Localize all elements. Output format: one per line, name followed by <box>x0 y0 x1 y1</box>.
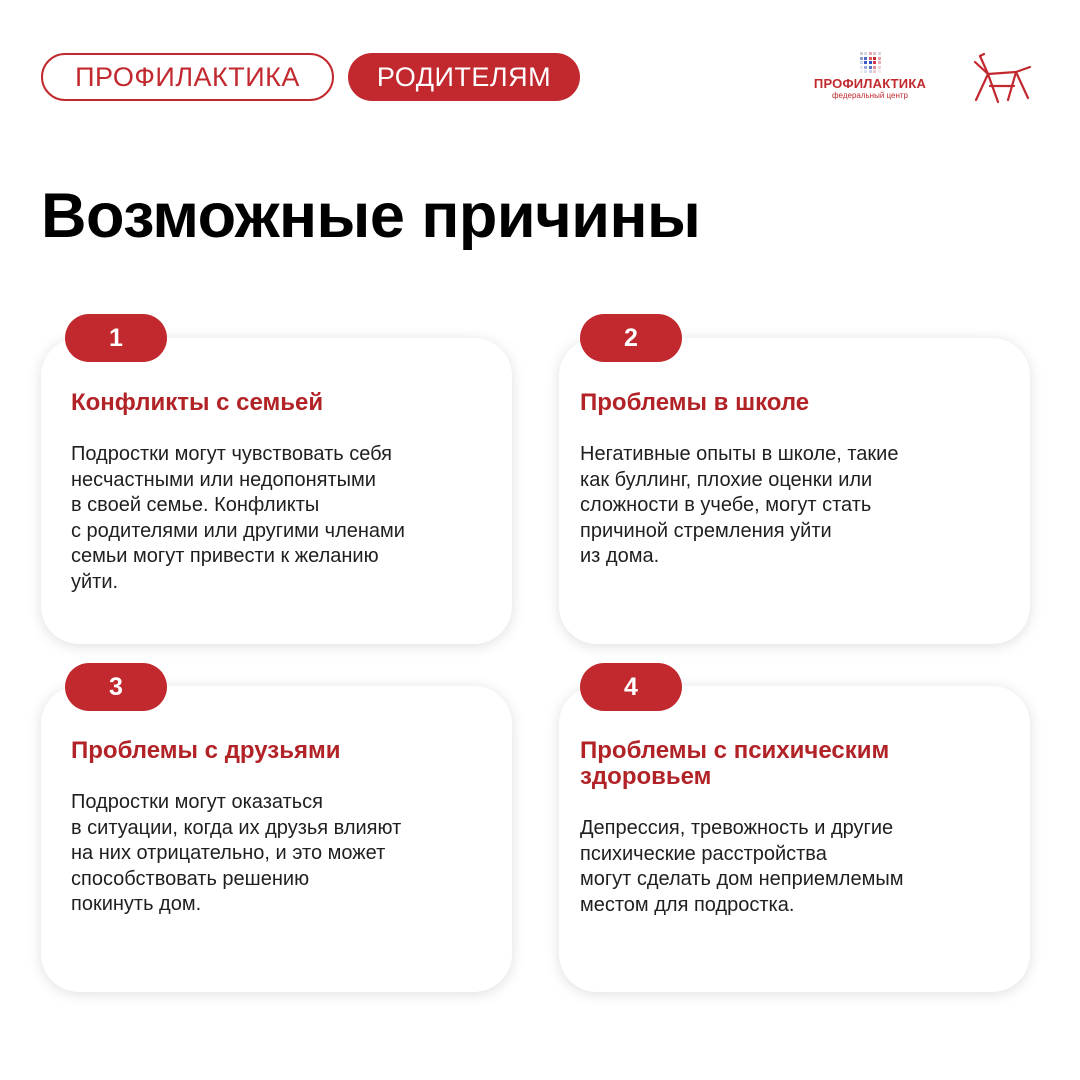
card-text: Подростки могут оказаться в ситуации, когда их друзья влияют на них отрицательно, и это может способствовать решению покинуть дом. <box>71 791 402 916</box>
card-text: Депрессия, тревожность и другие психические расстройства могут сделать дом неприемлемым местом для подростка. <box>580 817 904 916</box>
brand-logo <box>808 52 932 101</box>
brand-subtitle: федеральный центр <box>831 91 909 100</box>
card-title: Проблемы с психическим здоровьем <box>580 737 890 790</box>
tag-prevention: ПРОФИЛАКТИКА <box>41 53 334 101</box>
brand-dots-icon <box>808 52 932 73</box>
brand-name: ПРОФИЛАКТИКА <box>813 76 927 91</box>
horse-logo-icon <box>970 52 1032 104</box>
card-number-badge: 1 <box>65 314 167 362</box>
card-text: Подростки могут чувствовать себя несчастными или недопонятыми в своей семье. Конфликты с родителями или другими членами семьи могут привести к желанию уйти. <box>71 443 405 593</box>
reason-card-4 <box>559 686 1030 992</box>
card-title: Конфликты с семьей <box>71 389 324 416</box>
card-text: Негативные опыты в школе, такие как буллинг, плохие оценки или сложности в учебе, могут стать причиной стремления уйти из дома. <box>580 443 899 568</box>
tag-parents: РОДИТЕЛЯМ <box>348 53 580 101</box>
card-title: Проблемы в школе <box>580 389 810 416</box>
card-number-badge: 2 <box>580 314 682 362</box>
reason-card-3 <box>41 686 512 992</box>
reason-card-2 <box>559 338 1030 644</box>
reason-card-1 <box>41 338 512 644</box>
page-title: Возможные причины <box>41 181 701 251</box>
card-title: Проблемы с друзьями <box>71 737 341 764</box>
card-number-badge: 3 <box>65 663 167 711</box>
card-number-badge: 4 <box>580 663 682 711</box>
